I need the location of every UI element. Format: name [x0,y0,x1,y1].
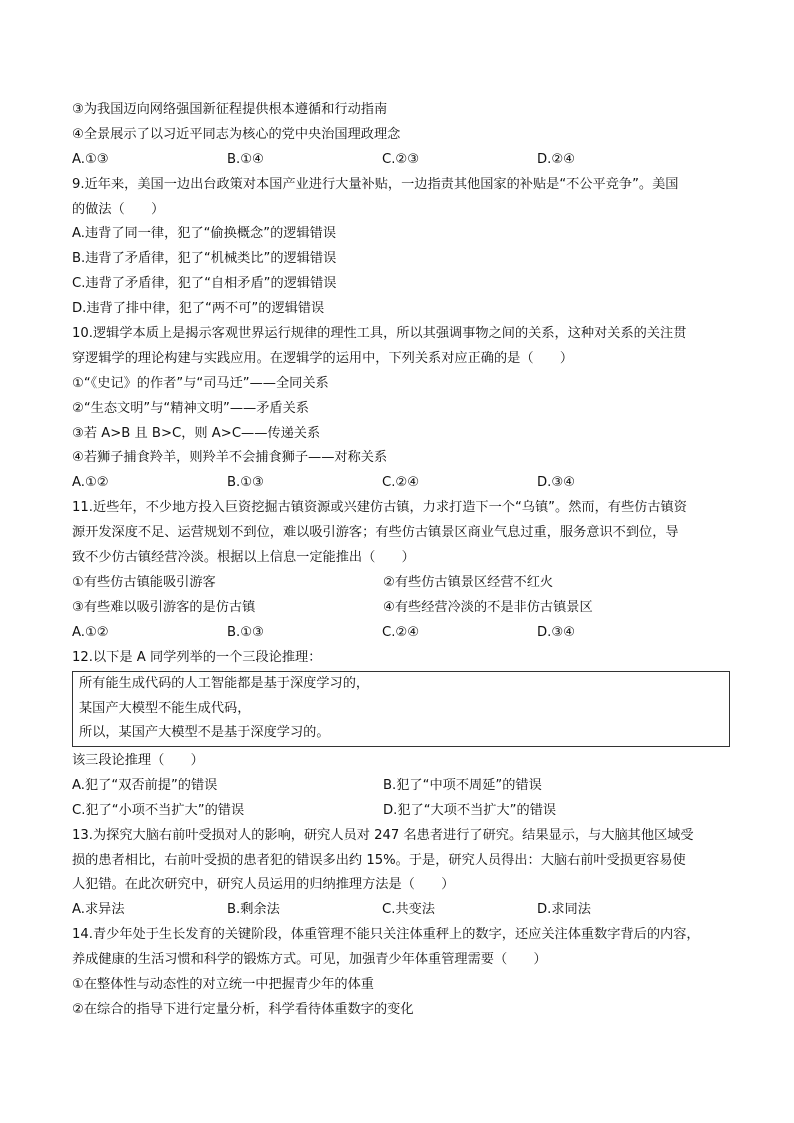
syllogism-box [72,671,730,747]
q9-option-c: C.违背了矛盾律，犯了“自相矛盾”的逻辑错误 [72,276,337,292]
q8-option-c: C.②③ [382,151,420,167]
q12-option-b: B.犯了“中项不周延”的错误 [383,777,542,793]
q12-stem-line-1: 12.以下是 A 同学列举的一个三段论推理： [72,649,322,665]
exam-page [72,98,732,1023]
q8-item-3: ③为我国迈向网络强国新征程提供根本遵循和行动指南 [72,102,388,117]
q13-options [72,898,732,923]
q11-items-row-1 [72,571,732,596]
q10-item-4: ④若狮子捕食羚羊，则羚羊不会捕食狮子——对称关系 [72,450,388,466]
q9-option-d: D.违背了排中律，犯了“两不可”的逻辑错误 [72,301,325,317]
q10-item-2: ②“生态文明”与“精神文明”——矛盾关系 [72,400,309,416]
q8-item-4: ④全景展示了以习近平同志为核心的党中央治国理政理念 [72,126,401,142]
q9-stem-line-2: 的做法（ ） [72,201,165,217]
q13-stem-line-1: 13.为探究大脑右前叶受损对人的影响，研究人员对 247 名患者进行了研究。结果显示，与大脑其他区域受 [72,827,694,843]
q11-option-b: B.①③ [227,624,264,640]
q10-stem-line-1: 10.逻辑学本质上是揭示客观世界运行规律的理性工具，所以其强调事物之间的关系，这种对关系的关注贯 [72,326,687,342]
q13-option-d: D.求同法 [537,902,591,918]
q14-item-1: ①在整体性与动态性的对立统一中把握青少年的体重 [72,977,374,992]
q11-option-c: C.②④ [382,624,420,640]
q12-option-d: D.犯了“大项不当扩大”的错误 [383,802,557,818]
q13-option-b: B.剩余法 [227,902,280,918]
q11-stem-line-1: 11.近些年，不少地方投入巨资挖掘古镇资源或兴建仿古镇，力求打造下一个“乌镇”。然而，有些仿古镇资 [72,500,687,516]
q10-item-3: ③若 A>B 且 B>C，则 A>C——传递关系 [72,425,321,441]
q8-option-a: A.①③ [72,151,109,167]
q12-stem-line-2: 该三段论推理（ ） [72,752,204,768]
q13-option-a: A.求异法 [72,902,125,918]
q13-option-c: C.共变法 [382,902,435,918]
q10-option-b: B.①③ [227,475,264,491]
q11-item-4: ④有些经营冷淡的不是非仿古镇景区 [383,599,593,615]
q10-options [72,471,732,496]
q8-options [72,148,732,173]
q10-item-1: ①“《史记》的作者”与“司马迁”——全同关系 [72,375,329,391]
q13-stem-line-3: 人犯错。在此次研究中，研究人员运用的归纳推理方法是（ ） [72,877,455,893]
q11-option-a: A.①② [72,624,109,640]
q10-stem-line-2: 穿逻辑学的理论构建与实践应用。在逻辑学的运用中，下列关系对应正确的是（ ） [72,350,574,366]
q9-option-b: B.违背了矛盾律，犯了“机械类比”的逻辑错误 [72,251,337,267]
q11-items-row-2 [72,596,732,621]
q10-option-c: C.②④ [382,475,420,491]
q13-stem-line-2: 损的患者相比，右前叶受损的患者犯的错误多出约 15%。于是，研究人员得出：大脑右前叶受损更容易使 [72,852,686,868]
q11-stem-line-2: 源开发深度不足、运营规划不到位，难以吸引游客；有些仿古镇景区商业气息过重，服务意识不到位，导 [72,525,679,541]
syllogism-minor-premise: 某国产大模型不能生成代码， [79,700,251,716]
q9-option-a: A.违背了同一律，犯了“偷换概念”的逻辑错误 [72,226,337,242]
q10-option-a: A.①② [72,475,109,491]
q11-item-1: ①有些仿古镇能吸引游客 [72,574,216,590]
q12-options-row-1 [72,774,732,799]
syllogism-major-premise: 所有能生成代码的人工智能都是基于深度学习的， [79,676,370,692]
q12-option-a: A.犯了“双否前提”的错误 [72,777,218,793]
q11-item-3: ③有些难以吸引游客的是仿古镇 [72,599,256,615]
q14-item-2: ②在综合的指导下进行定量分析，科学看待体重数字的变化 [72,1001,414,1017]
q12-options-row-2 [72,799,732,824]
q10-option-d: D.③④ [537,475,575,491]
q9-stem-line-1: 9.近年来，美国一边出台政策对本国产业进行大量补贴，一边指责其他国家的补贴是“不公平竞争”。美国 [72,176,679,192]
syllogism-conclusion: 所以，某国产大模型不是基于深度学习的。 [79,725,330,741]
q8-option-b: B.①④ [227,151,264,167]
q12-option-c: C.犯了“小项不当扩大”的错误 [72,802,245,818]
q11-option-d: D.③④ [537,624,575,640]
q11-item-2: ②有些仿古镇景区经营不红火 [383,574,554,590]
q11-options [72,621,732,646]
q8-option-d: D.②④ [537,151,575,167]
q11-stem-line-3: 致不少仿古镇经营冷淡。根据以上信息一定能推出（ ） [72,550,415,566]
q14-stem-line-1: 14.青少年处于生长发育的关键阶段，体重管理不能只关注体重秤上的数字，还应关注体重数字背后的内容， [72,927,700,943]
q14-stem-line-2: 养成健康的生活习惯和科学的锻炼方式。可见，加强青少年体重管理需要（ ） [72,952,547,968]
